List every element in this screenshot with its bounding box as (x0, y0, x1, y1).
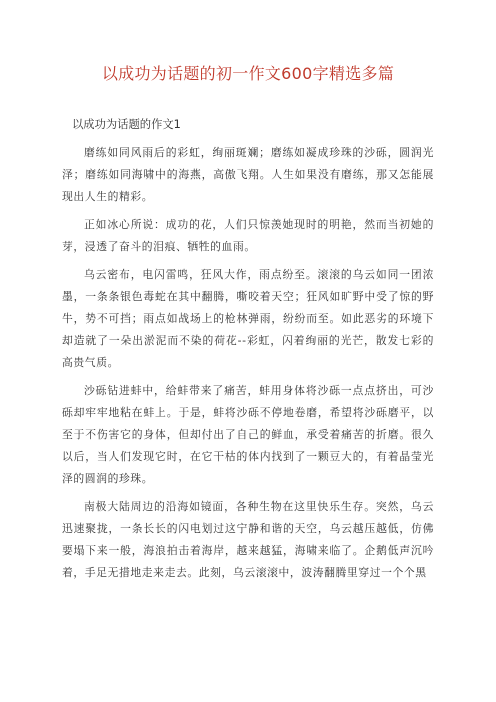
paragraph-1: 磨练如同风雨后的彩虹，绚丽斑斓；磨练如凝成珍珠的沙砾，圆润光泽；磨练如同海啸中的海燕，高傲飞翔。人生如果没有磨练，那又怎能展现出人生的精彩。 (62, 146, 434, 203)
essay-heading: 以成功为话题的作文1 (72, 118, 181, 131)
paragraph-4: 沙砾钻进蚌中，给蚌带来了痛苦，蚌用身体将沙砾一点点挤出，可沙砾却牢牢地粘在蚌上。于是，蚌将沙砾不停地卷磨，希望将沙砾磨平，以至于不伤害它的身体，但却付出了自己的鲜血，承受着痛苦的折磨。很久以后，当人们发现它时，在它干枯的体内找到了一颗豆大的，有着晶莹光泽的圆润的珍珠。 (62, 384, 434, 485)
paragraph-2: 正如冰心所说：成功的花，人们只惊羡她现时的明艳，然而当初她的芽，浸透了奋斗的泪痕、牺牲的血雨。 (62, 218, 434, 253)
paragraph-5: 南极大陆周边的沿海如镜面，各种生物在这里快乐生存。突然，乌云迅速聚拢，一条长长的闪电划过这宁静和谐的天空，乌云越压越低，仿佛要塌下来一般，海浪拍击着海岸，越来越猛，海啸来临了。企鹅低声沉吟着，手足无措地走来走去。此刻，乌云滚滚中，波涛翻腾里穿过一个个黑 (62, 500, 434, 579)
document-title: 以成功为话题的初一作文600字精选多篇 (101, 64, 395, 83)
paragraph-3: 乌云密布，电闪雷鸣，狂风大作，雨点纷至。滚滚的乌云如同一团浓墨，一条条银色毒蛇在其中翻腾，嘶咬着天空；狂风如旷野中受了惊的野牛，势不可挡；雨点如战场上的枪林弹雨，纷纷而至。如此恶劣的环境下却造就了一朵出淤泥而不染的荷花--彩虹，闪着绚丽的光芒，散发七彩的高贵气质。 (62, 268, 434, 369)
document-body (62, 116, 434, 590)
